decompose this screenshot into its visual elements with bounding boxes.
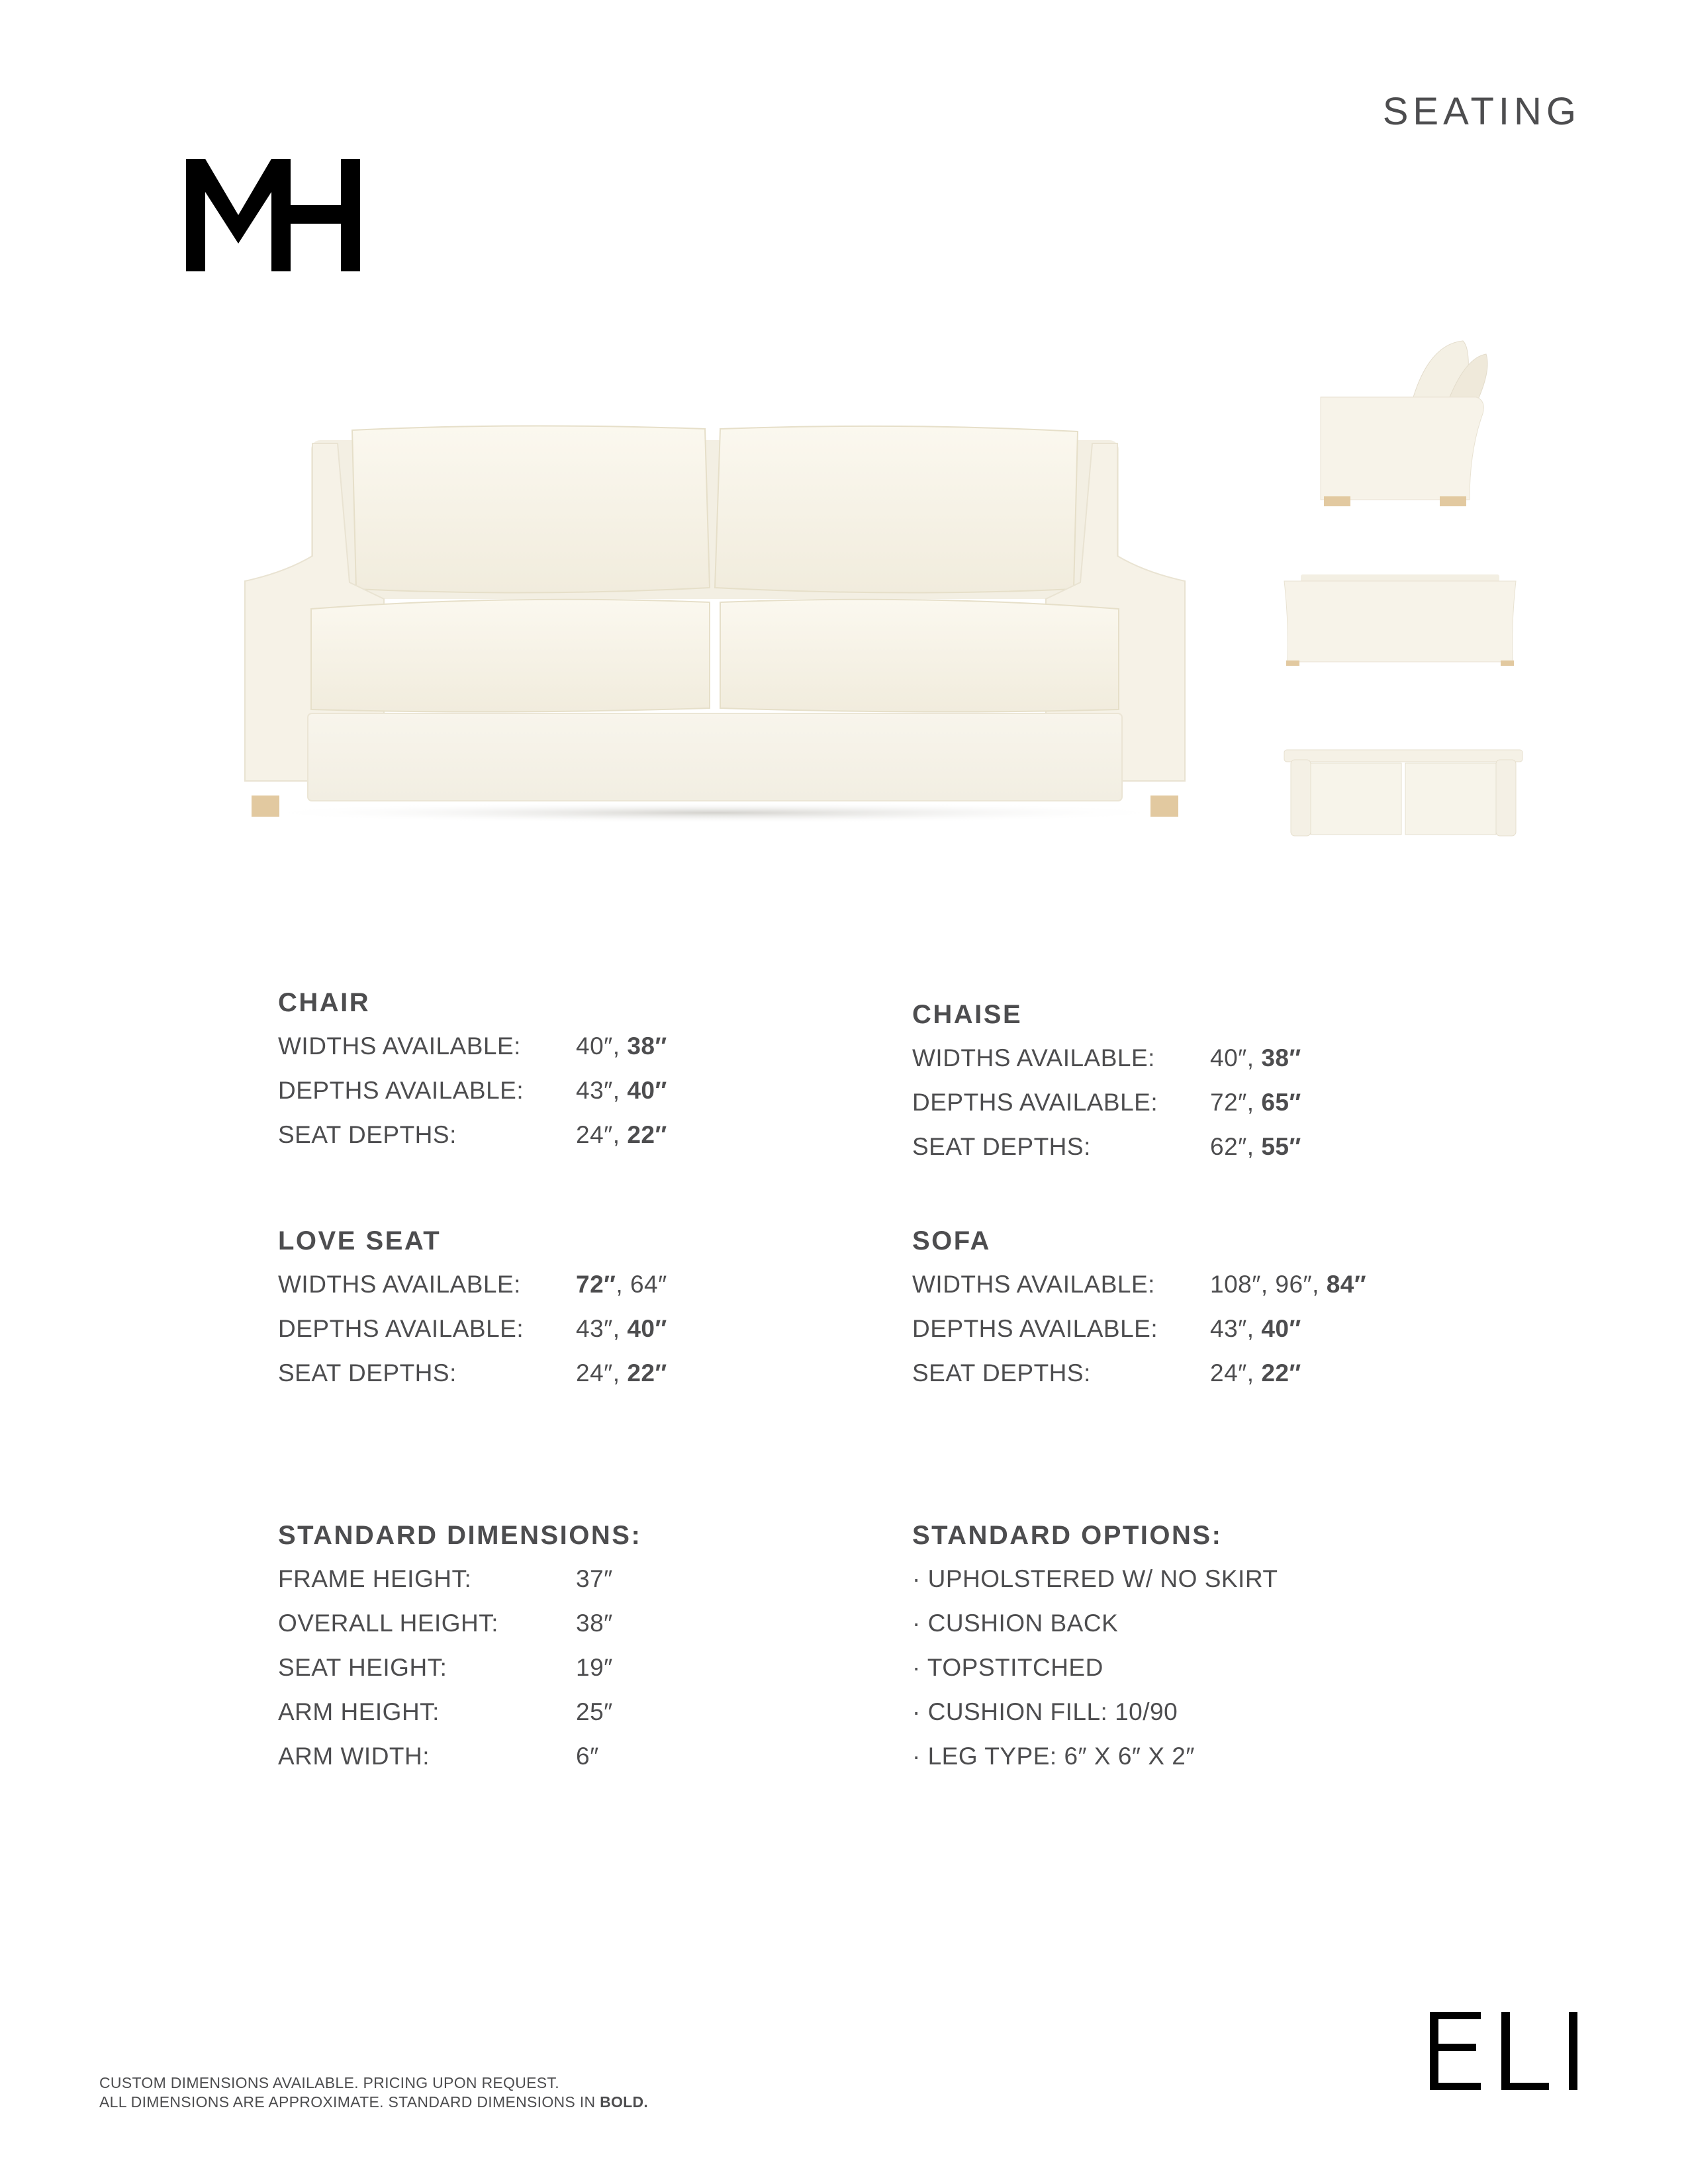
spec-row: SEAT DEPTHS: 24″, 22″: [278, 1359, 667, 1387]
category-label: SEATING: [1382, 90, 1581, 133]
footer-line-1: CUSTOM DIMENSIONS AVAILABLE. PRICING UPON REQUEST.: [99, 2074, 559, 2091]
spec-row: SEAT HEIGHT: 19″: [278, 1654, 613, 1681]
spec-row: DEPTHS AVAILABLE: 43″, 40″: [912, 1315, 1301, 1342]
section-title: CHAIR: [278, 988, 371, 1017]
chaise-spec-section: [912, 999, 1508, 1176]
section-title: STANDARD OPTIONS:: [912, 1521, 1223, 1550]
spec-row: DEPTHS AVAILABLE: 43″, 40″: [278, 1315, 667, 1342]
section-title: CHAISE: [912, 1000, 1023, 1029]
footer-note: [99, 2073, 648, 2112]
option-item: · LEG TYPE: 6″ X 6″ X 2″: [912, 1743, 1195, 1770]
spec-row: FRAME HEIGHT: 37″: [278, 1565, 613, 1592]
option-item: · CUSHION FILL: 10/90: [912, 1698, 1178, 1725]
spec-row: WIDTHS AVAILABLE: 40″, 38″: [278, 1032, 667, 1060]
mh-brand-logo: [186, 159, 361, 271]
spec-row: DEPTHS AVAILABLE: 43″, 40″: [278, 1077, 667, 1104]
spec-row: DEPTHS AVAILABLE: 72″, 65″: [912, 1089, 1301, 1116]
love-seat-spec-section: [278, 1226, 874, 1402]
spec-row: WIDTHS AVAILABLE: 108″, 96″, 84″: [912, 1271, 1367, 1298]
footer-line-2: ALL DIMENSIONS ARE APPROXIMATE. STANDARD DIMENSIONS IN BOLD.: [99, 2093, 649, 2111]
section-title: STANDARD DIMENSIONS:: [278, 1521, 642, 1550]
spec-row: SEAT DEPTHS: 62″, 55″: [912, 1133, 1301, 1160]
sofa-side-view-thumbnail: [1314, 331, 1493, 510]
sofa-front-image: [238, 424, 1192, 834]
option-item: · CUSHION BACK: [912, 1610, 1119, 1637]
section-title: LOVE SEAT: [278, 1226, 442, 1255]
standard-dimensions-section: [278, 1520, 874, 1786]
spec-row: SEAT DEPTHS: 24″, 22″: [278, 1121, 667, 1148]
option-item: · UPHOLSTERED W/ NO SKIRT: [912, 1565, 1278, 1592]
sofa-top-view-thumbnail: [1281, 747, 1526, 839]
sofa-back-view-thumbnail: [1281, 569, 1519, 672]
option-item: · TOPSTITCHED: [912, 1654, 1103, 1681]
spec-row: WIDTHS AVAILABLE: 40″, 38″: [912, 1044, 1301, 1071]
spec-row: SEAT DEPTHS: 24″, 22″: [912, 1359, 1301, 1387]
sofa-spec-section: [912, 1226, 1508, 1402]
spec-row: ARM WIDTH: 6″: [278, 1743, 599, 1770]
standard-options-section: [912, 1520, 1508, 1786]
section-title: SOFA: [912, 1226, 991, 1255]
spec-row: WIDTHS AVAILABLE: 72″, 64″: [278, 1271, 667, 1298]
spec-row: ARM HEIGHT: 25″: [278, 1698, 613, 1725]
spec-row: OVERALL HEIGHT: 38″: [278, 1610, 613, 1637]
product-name-eli: [1430, 2012, 1582, 2090]
chair-spec-section: [278, 987, 874, 1164]
